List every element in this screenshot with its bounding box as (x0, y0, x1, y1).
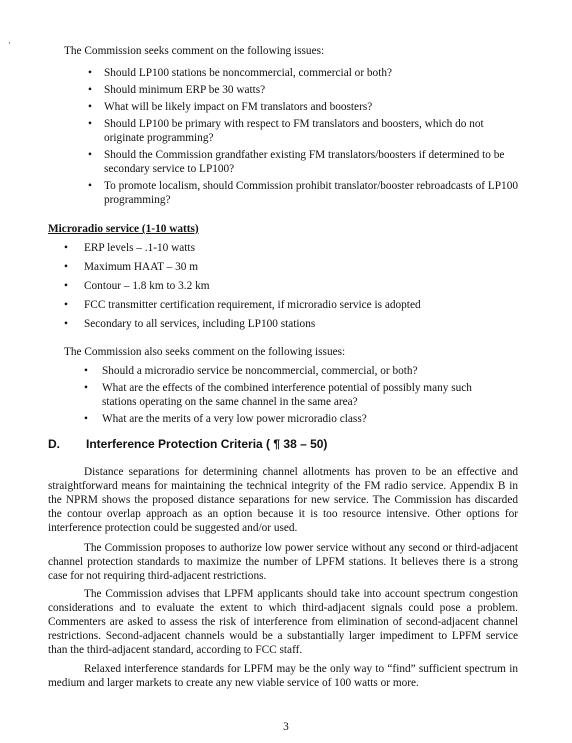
bullet-icon: • (64, 299, 68, 311)
list-item-text: Secondary to all services, including LP100 stations (84, 318, 316, 330)
bullet-icon: • (88, 149, 92, 161)
list-item-text: Should LP100 be primary with respect to FM translators and boosters, which do not originate programming? (104, 118, 484, 144)
list-item (88, 100, 520, 114)
bullet-icon: • (84, 413, 88, 425)
bullet-icon: • (84, 365, 88, 377)
list-item-text: Should a microradio service be noncommercial, commercial, or both? (102, 365, 418, 377)
section-letter: D. (48, 437, 60, 451)
list-item (88, 83, 520, 97)
list-item-text: Contour – 1.8 km to 3.2 km (84, 280, 210, 292)
body-paragraph: The Commission proposes to authorize low power service without any second or third-adjacent channel protection standards to maximize the number of LPFM stations. It believes there is a strong case for not requiring third-adjacent restrictions. (48, 542, 518, 582)
list-item-text: Maximum HAAT – 30 m (84, 261, 199, 273)
list-item-text: To promote localism, should Commission prohibit translator/booster rebroadcasts of LP100 programming? (104, 180, 519, 206)
list-item (84, 412, 504, 426)
microradio-heading: Microradio service (1-10 watts) (48, 223, 199, 235)
body-paragraph: Relaxed interference standards for LPFM may be the only way to “find” sufficient spectrum in medium and larger markets to create any new viable service of 100 watts or more. (48, 663, 518, 689)
list-item (84, 364, 504, 378)
bullet-icon: • (88, 67, 92, 79)
section-title: Interference Protection Criteria ( ¶ 38 – 50) (86, 437, 328, 451)
list-item (84, 381, 504, 409)
list-item (64, 317, 504, 331)
bullet-icon: • (88, 101, 92, 113)
issues-list-lp100 (88, 66, 520, 210)
microradio-list (64, 241, 504, 336)
list-item (88, 66, 520, 80)
bullet-icon: • (64, 261, 68, 273)
body-paragraph: The Commission advises that LPFM applicants should take into account spectrum congestion considerations and to evaluate the extent to which third-adjacent signals could pose a problem. Commenters are asked to assess the risk of interference from elimination of second-adjacent channel restrictions. Second-adjacent channels would be a substantially larger impediment to LPFM service than the third-adjacent standard, according to FCC staff. (48, 588, 518, 656)
bullet-icon: • (64, 318, 68, 330)
list-item (64, 298, 504, 312)
stray-mark: · (8, 38, 11, 48)
bullet-icon: • (88, 118, 92, 130)
list-item (88, 117, 520, 145)
list-item-text: What are the merits of a very low power microradio class? (102, 413, 367, 425)
list-item-text: ERP levels – .1-10 watts (84, 242, 195, 254)
issues-intro: The Commission seeks comment on the following issues: (64, 45, 325, 57)
list-item (64, 241, 504, 255)
list-item-text: Should LP100 stations be noncommercial, commercial or both? (104, 67, 393, 79)
bullet-icon: • (64, 280, 68, 292)
bullet-icon: • (88, 180, 92, 192)
bullet-icon: • (64, 242, 68, 254)
page-number: 3 (283, 721, 289, 733)
bullet-icon: • (88, 84, 92, 96)
bullet-icon: • (84, 382, 88, 394)
list-item (64, 260, 504, 274)
list-item (64, 279, 504, 293)
body-paragraph: Distance separations for determining channel allotments has proven to be an effective and straightforward means for maintaining the technical integrity of the FM radio service. Appendix B in the NPRM shows the proposed distance separations for new service. The Commission has discarded the contour overlap approach as an option because it is too resource intensive. Other options for interference protection could be suggested and/or used. (48, 466, 518, 534)
issues-list-microradio (84, 364, 504, 429)
list-item-text: FCC transmitter certification requirement, if microradio service is adopted (84, 299, 421, 311)
list-item (88, 148, 520, 176)
list-item-text: What will be likely impact on FM translators and boosters? (104, 101, 373, 113)
list-item-text: What are the effects of the combined interference potential of possibly many such stations operating on the same channel in the same area? (102, 382, 472, 408)
list-item-text: Should the Commission grandfather existing FM translators/boosters if determined to be secondary service to LP100? (104, 149, 505, 175)
issues-intro-microradio: The Commission also seeks comment on the following issues: (64, 346, 346, 358)
list-item (88, 179, 520, 207)
list-item-text: Should minimum ERP be 30 watts? (104, 84, 266, 96)
